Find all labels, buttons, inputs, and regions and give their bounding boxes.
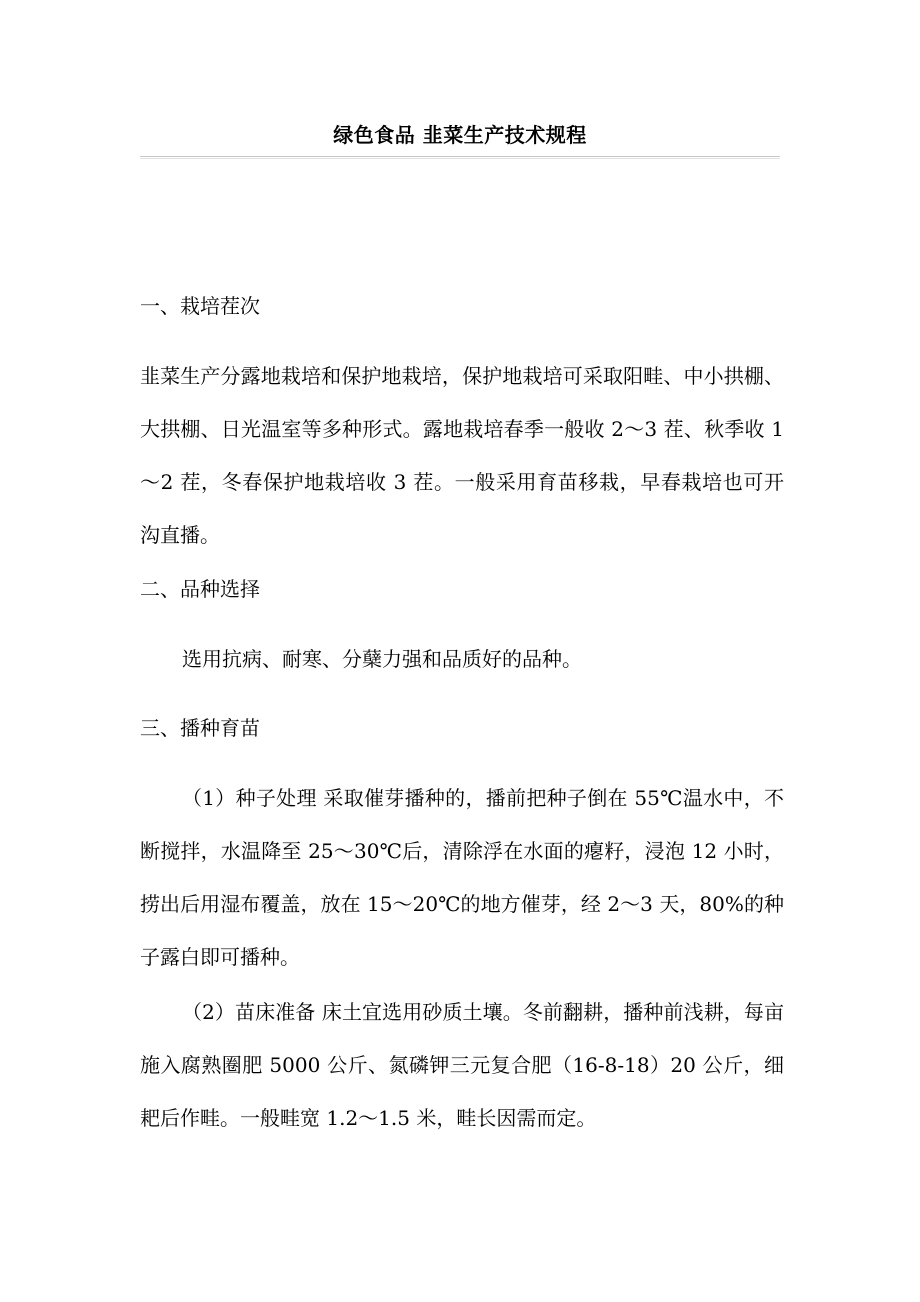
paragraph-seed-treatment: （1）种子处理 采取催芽播种的，播前把种子倒在 55℃温水中，不断搅拌，水温降至 25～30℃后，清除浮在水面的瘪籽，浸泡 12 小时，捞出后用湿布覆盖，放在 15～20℃的地方催芽，经 2～3 天，80%的种子露白即可播种。 — [140, 786, 784, 969]
paragraph-cultivation-crops: 韭菜生产分露地栽培和保护地栽培，保护地栽培可采取阳畦、中小拱棚、大拱棚、日光温室等多种形式。露地栽培春季一般收 2～3 茬、秋季收 1～2 茬，冬春保护地栽培收 3 茬。一般采用育苗移栽，早春栽培也可开沟直播。 — [140, 364, 784, 547]
section-heading-sowing-seedling: 三、播种育苗 — [140, 716, 260, 740]
document-title: 绿色食品 韭菜生产技术规程 — [333, 123, 587, 147]
paragraph-seedbed-preparation: （2）苗床准备 床土宜选用砂质土壤。冬前翻耕，播种前浅耕，每亩施入腐熟圈肥 5000 公斤、氮磷钾三元复合肥（16-8-18）20 公斤，细耙后作畦。一般畦宽 1.2～1.5 米，畦长因需而定。 — [140, 1000, 784, 1130]
section-heading-variety-selection: 二、品种选择 — [140, 577, 260, 601]
title-divider — [140, 156, 780, 159]
paragraph-variety-selection: 选用抗病、耐寒、分蘖力强和品质好的品种。 — [182, 647, 582, 671]
section-heading-cultivation-crops: 一、栽培茬次 — [140, 294, 260, 318]
